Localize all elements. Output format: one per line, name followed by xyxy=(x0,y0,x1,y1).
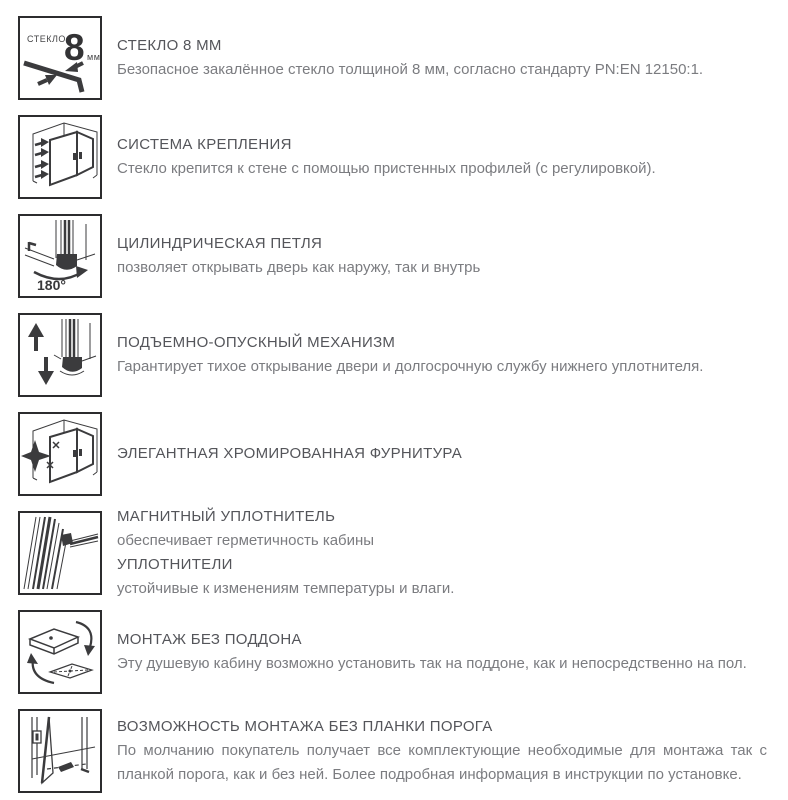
feature-title: СТЕКЛО 8 ММ xyxy=(117,36,222,54)
feature-text xyxy=(117,442,767,466)
feature-description: Гарантирует тихое открывание двери и долгосрочную службу нижнего уплотнителя. xyxy=(117,357,704,375)
feature-title: ПОДЪЕМНО-ОПУСКНЫЙ МЕХАНИЗМ xyxy=(117,333,396,351)
feature-text xyxy=(117,715,767,787)
magnetic-seal-icon xyxy=(20,513,100,593)
feature-text xyxy=(117,232,767,280)
feature-row-chrome xyxy=(18,404,788,503)
feature-row-mounting xyxy=(18,107,788,206)
magnetic-seal-icon-box xyxy=(18,511,102,595)
cylindrical-hinge-icon-box xyxy=(18,214,102,298)
feature-text xyxy=(117,628,767,676)
feature-description: Эту душевую кабину возможно установить так на поддоне, как и непосредственно на пол. xyxy=(117,654,747,672)
feature-title: ЭЛЕГАНТНАЯ ХРОМИРОВАННАЯ ФУРНИТУРА xyxy=(117,444,463,462)
feature-row-no-tray xyxy=(18,602,788,701)
feature-description: позволяет открывать дверь как наружу, так и внутрь xyxy=(117,258,481,276)
mounting-system-icon-box xyxy=(18,115,102,199)
svg-text:8: 8 xyxy=(64,26,85,68)
chrome-hardware-icon-box xyxy=(18,412,102,496)
feature-row-glass xyxy=(18,8,788,107)
feature-row-lift xyxy=(18,305,788,404)
feature-description: обеспечивает герметичность кабины xyxy=(117,531,375,549)
svg-text:СТЕКЛО: СТЕКЛО xyxy=(27,33,66,44)
feature-description-secondary: устойчивые к изменениям температуры и влаги. xyxy=(117,579,455,597)
svg-text:мм: мм xyxy=(87,51,100,62)
chrome-hardware-icon xyxy=(20,414,100,494)
feature-title: ВОЗМОЖНОСТЬ МОНТАЖА БЕЗ ПЛАНКИ ПОРОГА xyxy=(117,717,493,735)
feature-title: ЦИЛИНДРИЧЕСКАЯ ПЕТЛЯ xyxy=(117,234,323,252)
no-tray-mounting-icon-box xyxy=(18,610,102,694)
svg-text:180°: 180° xyxy=(37,276,66,293)
lift-lower-mechanism-icon xyxy=(20,315,100,395)
no-threshold-mounting-icon-box xyxy=(18,709,102,793)
feature-description: По молчанию покупатель получает все комплектующие необходимые для монтажа так с планкой порога, как и без ней. Более подробная информация в инструкции по установке. xyxy=(117,741,767,783)
feature-description: Безопасное закалённое стекло толщиной 8 мм, согласно стандарту PN:EN 12150:1. xyxy=(117,60,704,78)
feature-text xyxy=(117,34,767,82)
feature-title: СИСТЕМА КРЕПЛЕНИЯ xyxy=(117,135,292,153)
feature-row-no-threshold xyxy=(18,701,788,800)
no-tray-mounting-icon xyxy=(20,612,100,692)
feature-text xyxy=(117,505,767,601)
feature-title-secondary: УПЛОТНИТЕЛИ xyxy=(117,555,233,573)
glass-8mm-icon-box xyxy=(18,16,102,100)
cylindrical-hinge-icon xyxy=(20,216,100,296)
feature-title: МАГНИТНЫЙ УПЛОТНИТЕЛЬ xyxy=(117,507,336,525)
feature-text xyxy=(117,331,767,379)
feature-text xyxy=(117,133,767,181)
no-threshold-mounting-icon xyxy=(20,711,100,791)
feature-row-hinge xyxy=(18,206,788,305)
lift-lower-mechanism-icon-box xyxy=(18,313,102,397)
feature-title: МОНТАЖ БЕЗ ПОДДОНА xyxy=(117,630,302,648)
glass-8mm-icon xyxy=(20,18,100,98)
feature-description: Стекло крепится к стене с помощью пристенных профилей (с регулировкой). xyxy=(117,159,656,177)
mounting-system-icon xyxy=(20,117,100,197)
feature-row-seal xyxy=(18,503,788,602)
